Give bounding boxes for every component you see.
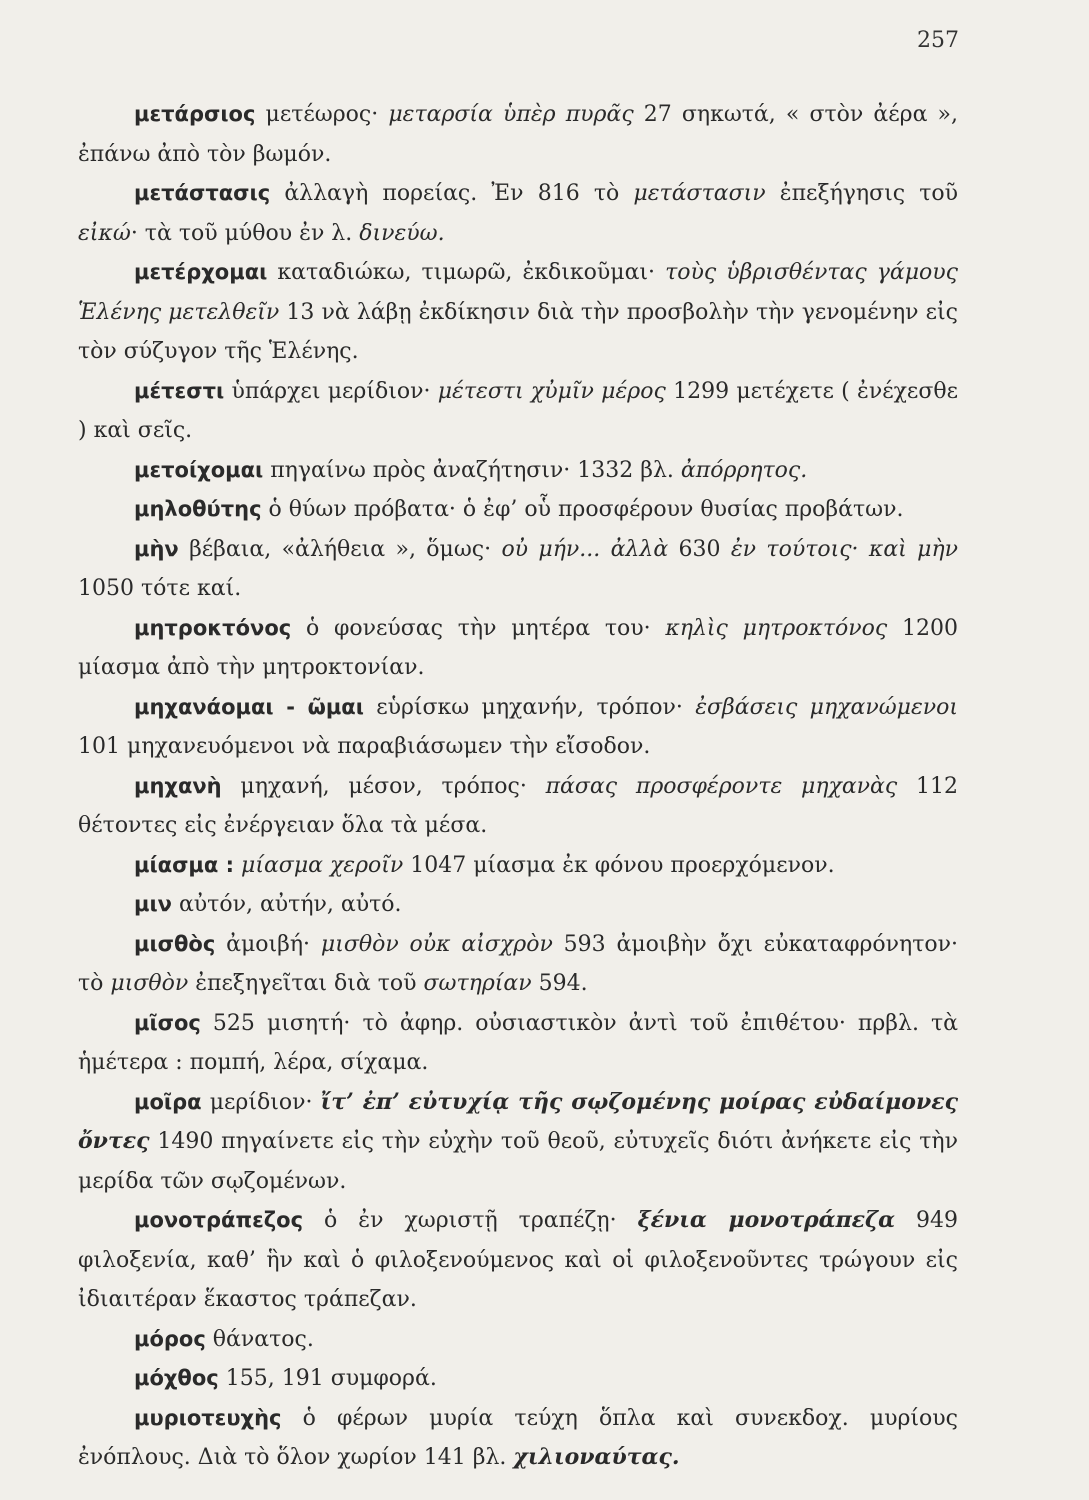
entry-text: 1050 τότε καί. xyxy=(78,576,242,601)
entry-headword: μηχανάομαι - ῶμαι xyxy=(134,694,364,719)
entry-text: οὐ μήν... ἀλλὰ xyxy=(501,536,669,562)
glossary-entry xyxy=(78,1320,958,1360)
glossary-entry xyxy=(78,1359,958,1399)
entry-headword: μίασμα : xyxy=(134,852,235,877)
entry-text: 13 νὰ λάβῃ ἐκδίκησιν διὰ τὴν προσβολὴν τὴν γενομένην εἰς τὸν σύζυγον τῆς Ἑλένης. xyxy=(78,299,958,364)
entry-text: σωτηρίαν xyxy=(423,971,532,996)
entry-headword: μιν xyxy=(134,892,172,916)
entry-headword: μόρος xyxy=(134,1326,206,1351)
entry-text: ὑπάρχει μερίδιον· xyxy=(224,378,438,404)
glossary-entry xyxy=(78,253,958,372)
entry-headword: μισθὸς xyxy=(134,931,216,956)
entry-headword: μετοίχομαι xyxy=(134,457,264,482)
entry-text: ξένια μονοτράπεζα xyxy=(637,1207,896,1233)
entry-headword: μετέρχομαι xyxy=(134,260,268,284)
entry-text: ὁ φονεύσας τὴν μητέρα του· xyxy=(291,615,666,641)
entry-text: μετέωρος· xyxy=(255,102,389,127)
entry-text: 594. xyxy=(531,971,588,996)
entry-text: καταδιώκω, τιμωρῶ, ἐκδικοῦμαι· xyxy=(267,260,666,285)
entry-text: 1490 πηγαίνετε εἰς τὴν εὐχὴν τοῦ θεοῦ, εὐτυχεῖς διότι ἀνήκετε εἰς τὴν μερίδα τῶν σῳζομένων. xyxy=(78,1129,958,1194)
entry-headword: μητροκτόνος xyxy=(134,615,292,640)
entry-text: πάσας προσφέροντε μηχανὰς xyxy=(545,773,898,799)
entry-text: ἐσβάσεις μηχανώμενοι xyxy=(695,694,958,720)
entry-headword: μὴν xyxy=(134,536,179,561)
glossary-entry xyxy=(78,95,958,174)
entry-text: 101 μηχανευόμενοι νὰ παραβιάσωμεν τὴν εἴσοδον. xyxy=(78,734,651,759)
entry-headword: μετάστασις xyxy=(134,181,271,205)
glossary-entry xyxy=(78,1083,958,1202)
entry-headword: μοῖρα xyxy=(134,1089,202,1114)
entry-text: ἀλλαγὴ πορείας. Ἐν 816 τὸ xyxy=(270,181,634,206)
glossary-entry xyxy=(78,885,958,925)
glossary-entry xyxy=(78,688,958,767)
entry-headword: μυριοτευχὴς xyxy=(134,1405,282,1430)
entry-text: 27 σηκωτά, « στὸν ἀέρα », ἐπάνω ἀπὸ τὸν βωμόν. xyxy=(78,102,958,167)
entry-text: βέβαια, «ἀλήθεια », ὅμως· xyxy=(178,536,502,562)
entry-text: μεταρσία ὑπὲρ πυρᾶς xyxy=(388,102,634,127)
entry-text: ἐπεξηγεῖται διὰ τοῦ xyxy=(188,971,424,996)
glossary-entry xyxy=(78,490,958,530)
entry-text: ὁ ἐν χωριστῇ τραπέζῃ· xyxy=(303,1208,638,1233)
entry-text: εὑρίσκω μηχανήν, τρόπον· xyxy=(363,694,696,720)
entry-text: ἐν τούτοις· καὶ μὴν xyxy=(730,536,958,562)
entry-text: ἀμοιβή· xyxy=(215,931,321,957)
entry-text: ἴτ’ ἐπ’ εὐτυχίᾳ τῆς σῳζομένης μοίρας εὐδαίμονες ὄντες xyxy=(78,1088,958,1154)
entry-text: δινεύω. xyxy=(359,220,445,246)
entry-text: ὁ θύων πρόβατα· ὁ ἐφ’ οὗ προσφέρουν θυσίας προβάτων. xyxy=(261,497,904,522)
entry-text: · τὰ τοῦ μύθου ἐν λ. xyxy=(130,220,360,246)
entry-text: 525 μισητή· τὸ ἀφηρ. οὐσιαστικὸν ἀντὶ τοῦ ἐπιθέτου· πρβλ. τὰ ἡμέτερα : πομπή, λέρα, σίχαμα. xyxy=(78,1010,958,1075)
entry-headword: μηλοθύτης xyxy=(134,497,262,521)
entry-text: τοὺς ὑβρισθέντας γάμους Ἑλένης μετελθεῖν xyxy=(78,260,958,325)
entry-text: 1299 μετέχετε ( ἐνέχεσθε ) καὶ σεῖς. xyxy=(78,378,958,443)
glossary-entries xyxy=(78,95,958,1478)
entry-text: 1200 μίασμα ἀπὸ τὴν μητροκτονίαν. xyxy=(78,615,959,680)
entry-text: μέτεστι χὐμῖν μέρος xyxy=(437,378,666,404)
entry-text: 949 φιλοξενία, καθ’ ἣν καὶ ὁ φιλοξενούμενος καὶ οἱ φιλοξενοῦντες τρώγουν εἰς ἰδιαιτέραν ἕκαστος τράπεζαν. xyxy=(78,1208,959,1312)
glossary-entry xyxy=(78,846,958,886)
entry-headword: μετάρσιος xyxy=(134,102,256,126)
entry-text: ὁ φέρων μυρία τεύχη ὅπλα καὶ συνεκδοχ. μυρίους ἐνόπλους. Διὰ τὸ ὅλον χωρίον 141 βλ. xyxy=(78,1405,958,1470)
glossary-entry xyxy=(78,1004,958,1083)
entry-headword: μονοτράπεζος xyxy=(134,1208,304,1232)
entry-headword: μηχανὴ xyxy=(134,773,222,798)
entry-text: 112 θέτοντες εἰς ἐνέργειαν ὅλα τὰ μέσα. xyxy=(78,773,959,838)
entry-text: μηχανή, μέσον, τρόπος· xyxy=(221,773,546,799)
entry-headword: μέτεστι xyxy=(134,378,225,403)
entry-text: εἰκώ xyxy=(78,220,131,246)
entry-text: μετάστασιν xyxy=(633,181,766,206)
entry-text xyxy=(234,853,241,878)
glossary-entry xyxy=(78,1201,958,1320)
page-number: 257 xyxy=(917,28,959,53)
entry-text: μίασμα χεροῖν xyxy=(241,852,404,878)
glossary-entry xyxy=(78,530,958,609)
entry-text: κηλὶς μητροκτόνος xyxy=(665,615,888,641)
glossary-entry xyxy=(78,1399,958,1478)
entry-text: μερίδιον· xyxy=(201,1089,321,1115)
entry-text: ἐπεξήγησις τοῦ xyxy=(765,181,958,206)
entry-text: μισθὸν οὐκ αἰσχρὸν xyxy=(320,931,553,957)
glossary-entry xyxy=(78,925,958,1004)
entry-text: χιλιοναύτας. xyxy=(513,1444,680,1470)
entry-text: 593 ἀμοιβὴν ὄχι εὐκαταφρόνητον· τὸ xyxy=(78,931,959,996)
entry-headword: μόχθος xyxy=(134,1366,219,1390)
entry-text: αὐτόν, αὐτήν, αὐτό. xyxy=(171,892,402,917)
glossary-entry xyxy=(78,451,958,491)
glossary-entry xyxy=(78,767,958,846)
entry-text: μισθὸν xyxy=(110,971,189,996)
glossary-entry xyxy=(78,174,958,253)
entry-text: 1047 μίασμα ἐκ φόνου προερχόμενον. xyxy=(403,852,835,878)
entry-text: πηγαίνω πρὸς ἀναζήτησιν· 1332 βλ. xyxy=(263,457,681,483)
entry-text: ἀπόρρητος. xyxy=(680,457,808,483)
entry-text: 630 xyxy=(668,536,731,562)
entry-text: θάνατος. xyxy=(205,1326,314,1352)
entry-headword: μῖσος xyxy=(134,1010,201,1035)
glossary-entry xyxy=(78,372,958,451)
entry-text: 155, 191 συμφορά. xyxy=(218,1366,437,1391)
glossary-entry xyxy=(78,609,958,688)
